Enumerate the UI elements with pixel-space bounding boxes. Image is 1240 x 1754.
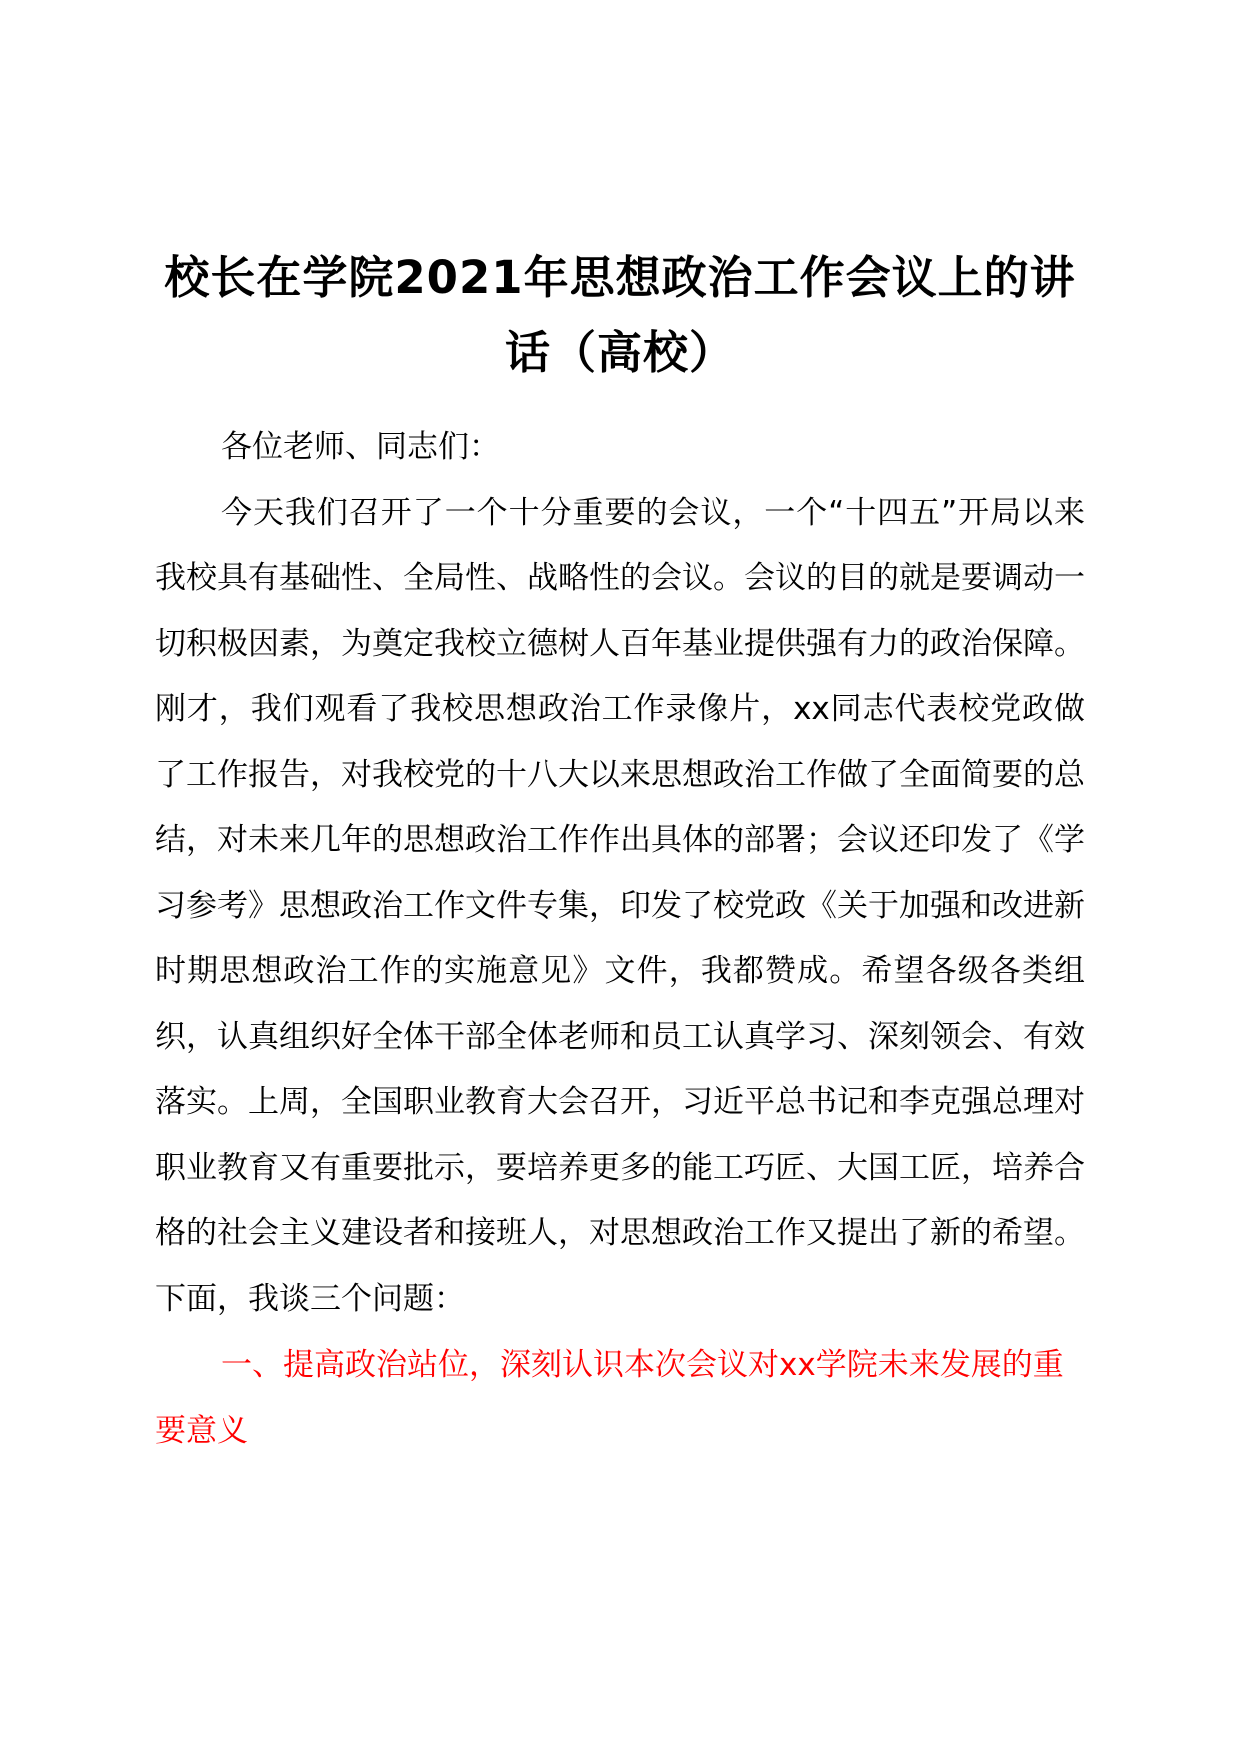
- section-heading-1: 一、提高政治站位，深刻认识本次会议对xx学院未来发展的重要意义: [155, 1347, 1064, 1449]
- document-body: [155, 415, 1085, 1464]
- paragraph-1: 今天我们召开了一个十分重要的会议，一个“十四五”开局以来我校具有基础性、全局性、战略性的会议。会议的目的就是要调动一切积极因素，为奠定我校立德树人百年基业提供强有力的政治保障。刚才，我们观看了我校思想政治工作录像片，xx同志代表校党政做了工作报告，对我校党的十八大以来思想政治工作做了全面简要的总结，对未来几年的思想政治工作作出具体的部署；会议还印发了《学习参考》思想政治工作文件专集，印发了校党政《关于加强和改进新时期思想政治工作的实施意见》文件，我都赞成。希望各级各类组织，认真组织好全体干部全体老师和员工认真学习、深刻领会、有效落实。上周，全国职业教育大会召开，习近平总书记和李克强总理对职业教育又有重要批示，要培养更多的能工巧匠、大国工匠，培养合格的社会主义建设者和接班人，对思想政治工作又提出了新的希望。下面，我谈三个问题：: [155, 494, 1085, 1317]
- salutation: 各位老师、同志们：: [221, 429, 500, 465]
- document-title: 校长在学院2021年思想政治工作会议上的讲话（高校）: [164, 251, 1076, 379]
